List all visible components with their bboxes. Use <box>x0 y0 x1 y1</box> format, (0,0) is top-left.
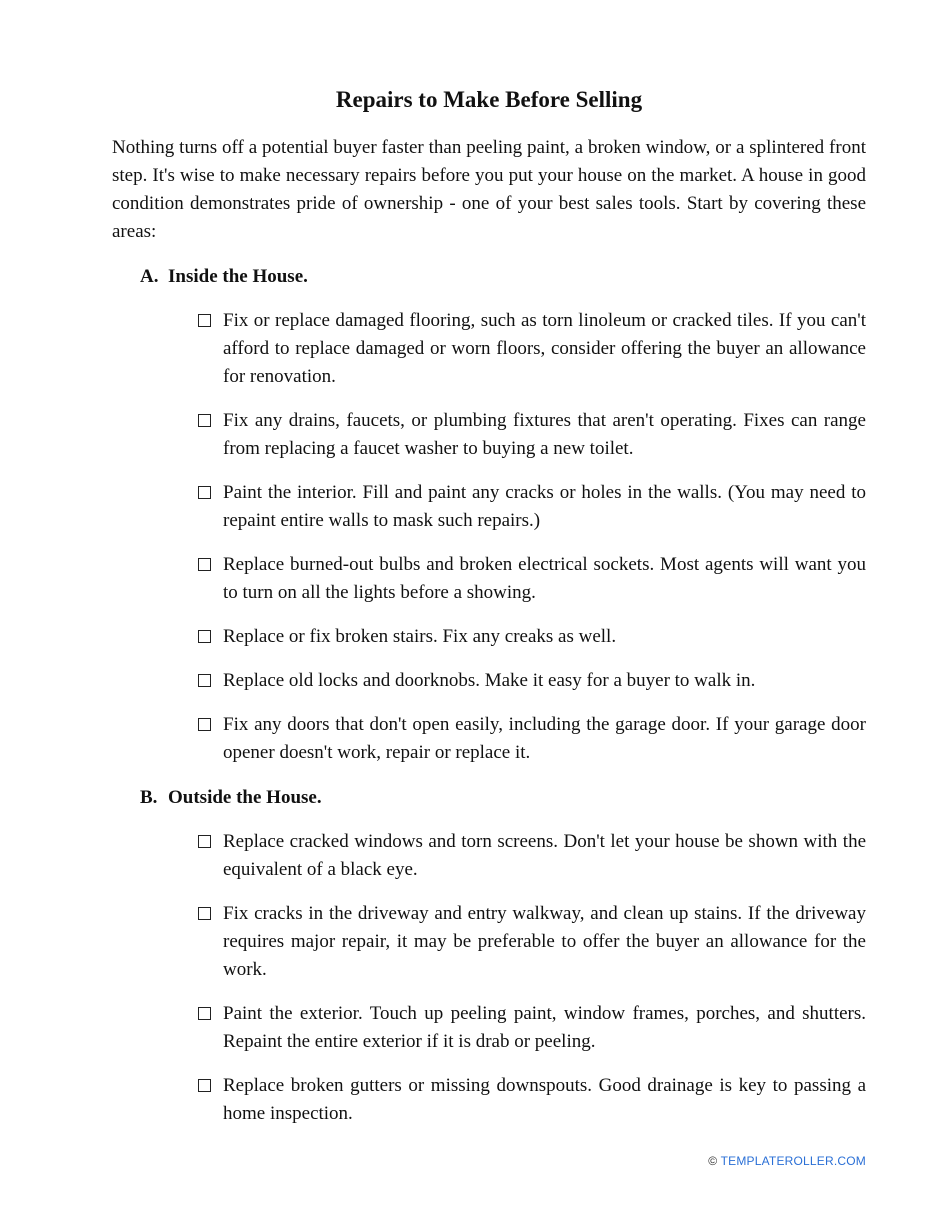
checklist-item <box>198 479 866 535</box>
checklist-item <box>198 623 866 651</box>
checklist-item-text: Replace cracked windows and torn screens. Don't let your house be shown with the equivalent of a black eye. <box>223 831 866 880</box>
checklist-item-text: Paint the exterior. Touch up peeling paint, window frames, porches, and shutters. Repaint the entire exterior if it is drab or peeling. <box>223 1003 866 1052</box>
checkbox[interactable] <box>198 630 211 643</box>
checklist-item-text: Replace broken gutters or missing downspouts. Good drainage is key to passing a home inspection. <box>223 1075 866 1124</box>
templateroller-link[interactable]: TEMPLATEROLLER.COM <box>720 1154 866 1168</box>
checkbox[interactable] <box>198 718 211 731</box>
checkbox[interactable] <box>198 835 211 848</box>
checklist-item <box>198 307 866 391</box>
section-title: Outside the House. <box>168 787 322 808</box>
checklist-inside <box>112 307 866 767</box>
checkbox[interactable] <box>198 558 211 571</box>
page-title: Repairs to Make Before Selling <box>335 87 643 112</box>
section-heading-inside <box>140 263 866 291</box>
section-letter: B. <box>140 787 158 808</box>
checkbox[interactable] <box>198 1079 211 1092</box>
checklist-item <box>198 1000 866 1056</box>
checkbox[interactable] <box>198 1007 211 1020</box>
section-heading-outside <box>140 784 866 812</box>
checklist-item-text: Fix cracks in the driveway and entry walkway, and clean up stains. If the driveway requires major repair, it may be preferable to offer the buyer an allowance for the work. <box>223 903 866 980</box>
checklist-item-text: Paint the interior. Fill and paint any cracks or holes in the walls. (You may need to repaint entire walls to mask such repairs.) <box>223 482 866 531</box>
checkbox[interactable] <box>198 414 211 427</box>
checklist-outside <box>112 828 866 1128</box>
section-letter: A. <box>140 266 159 287</box>
footer-credit <box>708 1154 866 1168</box>
checkbox[interactable] <box>198 674 211 687</box>
intro-paragraph: Nothing turns off a potential buyer faster than peeling paint, a broken window, or a splintered front step. It's wise to make necessary repairs before you put your house on the market. A house in good condition demonstrates pride of ownership - one of your best sales tools. Start by covering these areas: <box>112 137 866 242</box>
checklist-item-text: Fix or replace damaged flooring, such as torn linoleum or cracked tiles. If you can't afford to replace damaged or worn floors, consider offering the buyer an allowance for renovation. <box>223 310 866 387</box>
checklist-item-text: Replace or fix broken stairs. Fix any creaks as well. <box>223 626 617 647</box>
checklist-item-text: Fix any drains, faucets, or plumbing fixtures that aren't operating. Fixes can range from replacing a faucet washer to buying a new toilet. <box>223 410 866 459</box>
checklist-item-text: Replace old locks and doorknobs. Make it easy for a buyer to walk in. <box>223 670 756 691</box>
checkbox[interactable] <box>198 486 211 499</box>
section-title: Inside the House. <box>168 266 308 287</box>
checkbox[interactable] <box>198 907 211 920</box>
checkbox[interactable] <box>198 314 211 327</box>
document-page <box>112 84 866 1128</box>
checklist-item-text: Replace burned-out bulbs and broken electrical sockets. Most agents will want you to turn on all the lights before a showing. <box>223 554 866 603</box>
checklist-item <box>198 667 866 695</box>
checklist-item <box>198 551 866 607</box>
checklist-item <box>198 828 866 884</box>
checklist-item <box>198 407 866 463</box>
checklist-item <box>198 711 866 767</box>
copyright-symbol: © <box>708 1154 718 1168</box>
checklist-item <box>198 900 866 984</box>
checklist-item <box>198 1072 866 1128</box>
checklist-item-text: Fix any doors that don't open easily, including the garage door. If your garage door opener doesn't work, repair or replace it. <box>223 714 866 763</box>
